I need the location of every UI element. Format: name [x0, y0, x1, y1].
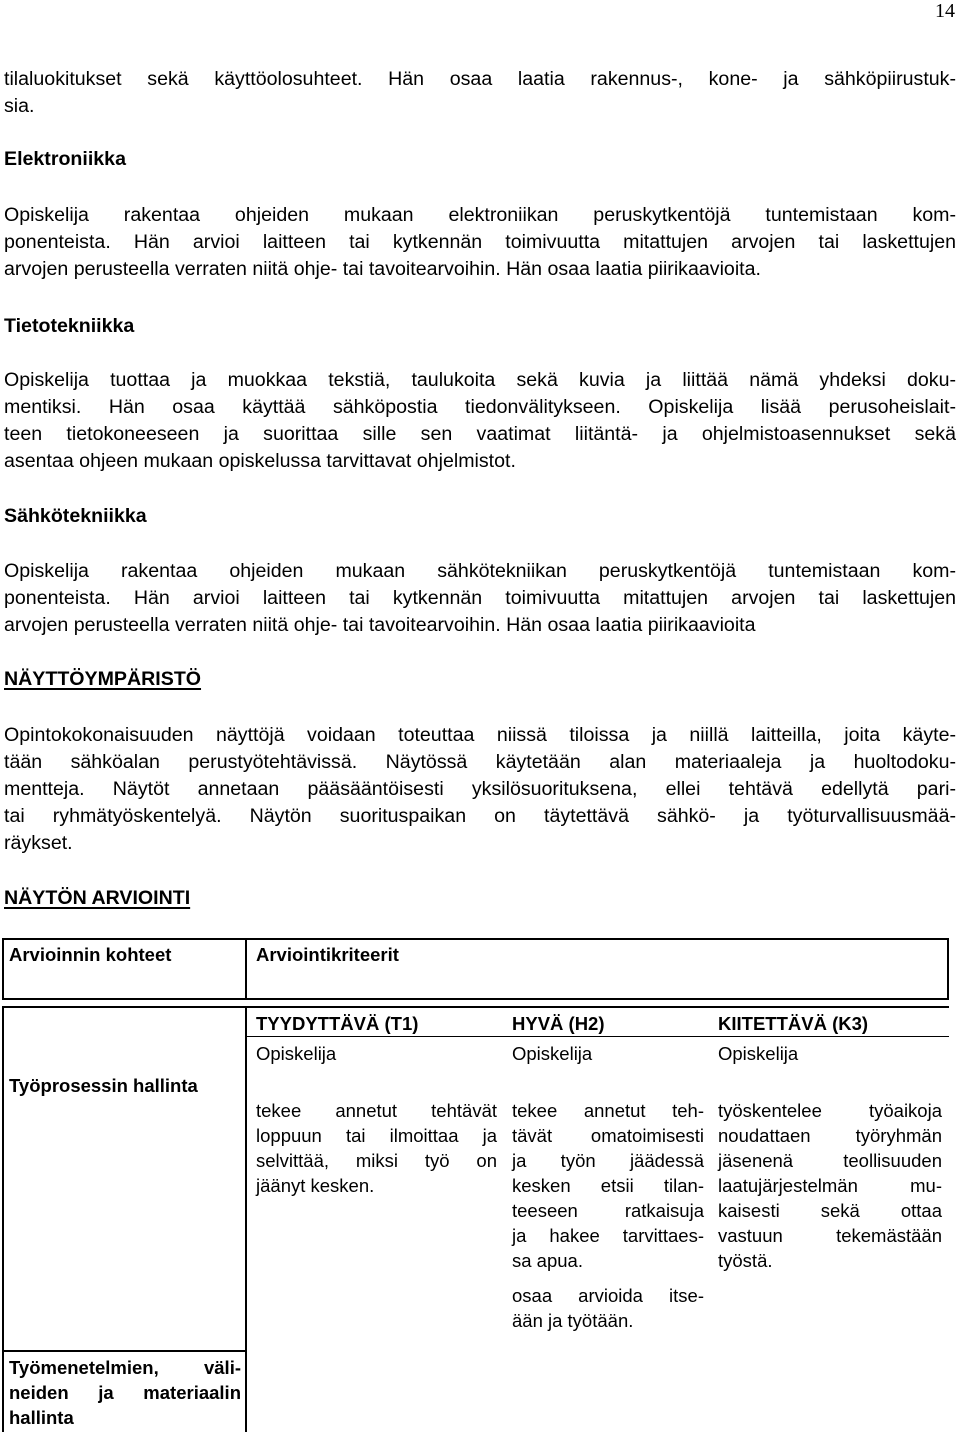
level-h2: HYVÄ (H2) [512, 1013, 605, 1034]
subject-h2: Opiskelija [512, 1043, 593, 1064]
text-line: kaisesti sekä ottaa [718, 1200, 942, 1221]
section-heading-elektroniikka: Elektroniikka [4, 148, 126, 170]
text-line: noudattaen työryhmän [718, 1125, 942, 1146]
text-line: neiden ja materiaalin [9, 1382, 241, 1403]
section-heading-tietotekniikka: Tietotekniikka [4, 315, 135, 337]
section-heading-sahkotekniikka: Sähkötekniikka [4, 505, 147, 527]
table-border [247, 1036, 949, 1037]
subject-t1: Opiskelija [256, 1043, 337, 1064]
intro-paragraph [4, 66, 956, 120]
table-header-criteria: Arviointikriteerit [256, 944, 399, 965]
criteria-k3 [718, 1098, 942, 1273]
text-line: osaa arvioida itse- [512, 1285, 704, 1306]
text-line: tään sähköalan perustyötehtävissä. Näytössä käytetään alan materiaaleja ja huoltodoku- [4, 751, 956, 773]
text-line: hallinta [9, 1407, 74, 1428]
text-line: ponenteista. Hän arvioi laitteen tai kytkennän toimivuutta mitattujen arvojen tai laskettujen [4, 231, 956, 253]
nayttoymparisto-paragraph [4, 722, 956, 857]
text-line: tilaluokitukset sekä käyttöolosuhteet. Hän osaa laatia rakennus-, kone- ja sähköpiirustuk- [4, 68, 956, 90]
text-line: laatujärjestelmän mu- [718, 1175, 942, 1196]
target-tyomenetelmat [9, 1355, 241, 1430]
text-line: loppuun tai ilmoittaa ja [256, 1125, 497, 1146]
table-border [2, 938, 4, 1000]
table-header-targets: Arvioinnin kohteet [9, 944, 172, 965]
criteria-h2 [512, 1098, 704, 1273]
table-border [947, 938, 949, 1000]
text-line: asentaa ohjeen mukaan opiskelussa tarvittavat ohjelmistot. [4, 450, 516, 472]
text-line: työstä. [718, 1250, 773, 1271]
text-line: tekee annetut teh- [512, 1100, 704, 1121]
text-line: mentiksi. Hän osaa käyttää sähköpostia tiedonvälitykseen. Opiskelija lisää perusoheislait- [4, 396, 956, 418]
text-line: Opiskelija rakentaa ohjeiden mukaan elektroniikan peruskytkentöjä tuntemistaan kom- [4, 204, 956, 226]
text-line: Opintokokonaisuuden näyttöjä voidaan toteuttaa niissä tiloissa ja niillä laitteilla, joita käyte- [4, 724, 956, 746]
text-line: vastuun tekemästään [718, 1225, 942, 1246]
table-border [2, 938, 949, 940]
text-line: jäänyt kesken. [256, 1175, 375, 1196]
text-line: teen tietokoneeseen ja suorittaa sille sen vaatimat liitäntä- ja ohjelmistoasennukset sekä [4, 423, 956, 445]
text-line: arvojen perusteella verraten niitä ohje- tai tavoitearvoihin. Hän osaa laatia piirikaavioita. [4, 258, 761, 280]
text-line: ja työn jäädessä [512, 1150, 704, 1171]
table-border [245, 1006, 247, 1432]
text-line: sia. [4, 95, 35, 117]
table-border [245, 938, 247, 1000]
elektroniikka-paragraph [4, 202, 956, 283]
text-line: Opiskelija rakentaa ohjeiden mukaan sähkötekniikan peruskytkentöjä tuntemistaan kom- [4, 560, 956, 582]
table-border [2, 1006, 949, 1008]
criteria-h2-extra [512, 1283, 704, 1333]
tietotekniikka-paragraph [4, 367, 956, 475]
text-line: tävät omatoimisesti [512, 1125, 704, 1146]
text-line: arvojen perusteella verraten niitä ohje- tai tavoitearvoihin. Hän osaa laatia piirikaavioita [4, 614, 756, 636]
section-heading-naytonarviointi: NÄYTÖN ARVIOINTI [4, 887, 191, 909]
text-line: jäsenenä teollisuuden [718, 1150, 942, 1171]
text-line: Työmenetelmien, väli- [9, 1357, 241, 1378]
criteria-t1 [256, 1098, 497, 1198]
table-border [2, 998, 949, 1000]
text-line: Opiskelija tuottaa ja muokkaa tekstiä, taulukoita sekä kuvia ja liittää nämä yhdeksi doku- [4, 369, 956, 391]
table-border [2, 1350, 247, 1352]
text-line: ponenteista. Hän arvioi laitteen tai kytkennän toimivuutta mitattujen arvojen tai laskettujen [4, 587, 956, 609]
page-number: 14 [935, 0, 955, 22]
text-line: selvittää, miksi työ on [256, 1150, 497, 1171]
text-line: tai ryhmätyöskentelyä. Näytön suorituspaikan on täytettävä sähkö- ja työturvallisuusmää- [4, 805, 956, 827]
text-line: sa apua. [512, 1250, 583, 1271]
level-k3: KIITETTÄVÄ (K3) [718, 1013, 869, 1034]
subject-k3: Opiskelija [718, 1043, 799, 1064]
text-line: mentteja. Näytöt annetaan pääsääntöisesti yksilösuorituksena, ellei tehtävä edellytä pari- [4, 778, 956, 800]
text-line: työskentelee työaikoja [718, 1100, 942, 1121]
target-tyoprosessi: Työprosessin hallinta [9, 1075, 198, 1096]
section-heading-nayttoymparisto: NÄYTTÖYMPÄRISTÖ [4, 668, 202, 690]
text-line: ja hakee tarvittaes- [512, 1225, 704, 1246]
text-line: teeseen ratkaisuja [512, 1200, 704, 1221]
text-line: tekee annetut tehtävät [256, 1100, 497, 1121]
text-line: räykset. [4, 832, 73, 854]
level-t1: TYYDYTTÄVÄ (T1) [256, 1013, 419, 1034]
text-line: kesken etsii tilan- [512, 1175, 704, 1196]
text-line: ään ja työtään. [512, 1310, 634, 1331]
table-border [2, 1006, 4, 1432]
sahkotekniikka-paragraph [4, 558, 956, 639]
